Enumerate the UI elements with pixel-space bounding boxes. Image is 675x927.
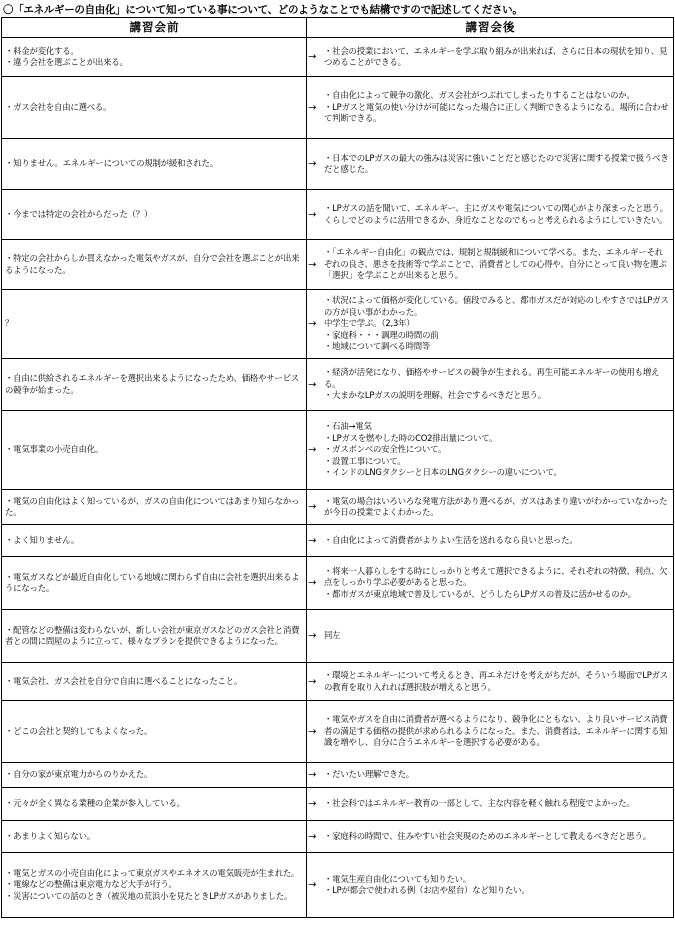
- after-line: ・環境とエネルギーについて考えるとき、再エネだけを考えがちだが、そういう場面でLPガスの教育を取り入れれば選択肢が増えると思う。: [324, 670, 668, 692]
- after-line: ・大まかなLPガスの説明を理解、社会でするべきだと思う。: [324, 390, 546, 401]
- after-line: ・電気やガスを自由に消費者が選べるようになり、競争化にともない、より良いサービス消費者の満足する価格の提供が求められるようになった。また、消費者は、エネルギーに関する知識を増やし、自分に合うエネルギーを選択する必要がある。: [324, 714, 668, 748]
- right-arrow-icon: →: [308, 258, 317, 270]
- right-arrow-icon: →: [308, 675, 317, 687]
- before-line: ・電気事業の小売自由化。: [5, 444, 104, 455]
- table-row: [2, 290, 674, 359]
- right-arrow-icon: →: [308, 208, 317, 220]
- header-before: 講習会前: [2, 18, 307, 38]
- after-line: 中学生で学ぶ。（2,3年）: [324, 318, 415, 329]
- after-cell: [307, 359, 674, 411]
- after-cell: [307, 240, 674, 290]
- after-cell: [307, 190, 674, 240]
- after-cell: [307, 77, 674, 139]
- right-arrow-icon: →: [308, 101, 317, 113]
- after-line: ・経済が活発になり、価格やサービスの競争が生まれる。再生可能エネルギーの使用も増える。: [324, 367, 660, 389]
- page-title: 〇「エネルギーの自由化」について知っている事について、どのようなことでも結構ですので記述してください。: [3, 4, 523, 16]
- after-line: ・電気の場合はいろいろな発電方法があり選べるが、ガスはあまり違いがわかっていなかったが今日の授業でよくわかった。: [324, 495, 668, 517]
- before-cell: [2, 853, 307, 918]
- after-text: [324, 670, 671, 693]
- before-cell: [2, 821, 307, 853]
- after-line: ・石油→電気: [324, 421, 372, 432]
- table-row: [2, 411, 674, 490]
- survey-table: [1, 17, 674, 918]
- after-text: [324, 153, 671, 176]
- table-row: [2, 525, 674, 557]
- table-row: [2, 490, 674, 525]
- table-row: [2, 240, 674, 290]
- before-cell: [2, 290, 307, 359]
- after-line: ・日本でのLPガスの最大の強みは災害に強いことだと感じたので災害に関する授業で扱うべきだと感じた。: [324, 152, 669, 174]
- right-arrow-icon: →: [308, 444, 317, 456]
- table-row: [2, 763, 674, 788]
- after-text: [324, 874, 671, 897]
- after-text: [324, 295, 671, 353]
- after-cell: [307, 788, 674, 821]
- table-body: [2, 38, 674, 918]
- after-line: ・都市ガスが東京地域で普及しているが、どうしたらLPガスの普及に活かせるのか。: [324, 588, 636, 599]
- before-line: ・配管などの整備は変わらないが、新しい会社が東京ガスなどのガス会社と消費者との間に問屋のように立って、様々なプランを提供できるようになった。: [5, 624, 300, 646]
- after-cell: [307, 490, 674, 525]
- before-line: ？: [5, 318, 14, 329]
- after-text: [324, 566, 671, 601]
- right-arrow-icon: →: [308, 378, 317, 390]
- after-line: ・状況によって価格が変化している。値段でみると、都市ガスだが対応のしやすさではLPガスの方が良い事がわかった。: [324, 295, 669, 317]
- table-row: [2, 38, 674, 77]
- after-cell: [307, 557, 674, 610]
- after-cell: [307, 290, 674, 359]
- right-arrow-icon: →: [308, 798, 317, 810]
- right-arrow-icon: →: [308, 577, 317, 589]
- after-cell: [307, 411, 674, 490]
- before-cell: [2, 190, 307, 240]
- right-arrow-icon: →: [308, 534, 317, 546]
- after-line: ・電気生産自由化についても知りたい。: [324, 873, 471, 884]
- before-line: ・知りません。エネルギーについての規制が緩和された。: [5, 158, 218, 169]
- before-line: ・自由に供給されるエネルギーを選択出来るようになったため、価格やサービスの競争が始まった。: [5, 373, 299, 395]
- after-text: [324, 769, 671, 781]
- before-cell: [2, 139, 307, 190]
- after-text: [324, 714, 671, 749]
- after-cell: [307, 853, 674, 918]
- table-row: [2, 359, 674, 411]
- after-cell: [307, 763, 674, 788]
- right-arrow-icon: →: [308, 830, 317, 842]
- after-line: ・社会の授業において、エネルギーを学ぶ取り組みが出来れば、さらに日本の現状を知り、見つめることができる。: [324, 45, 668, 67]
- table-row: [2, 663, 674, 701]
- before-cell: [2, 663, 307, 701]
- right-arrow-icon: →: [308, 769, 317, 781]
- before-line: ・電気の自由化はよく知っているが、ガスの自由化についてはあまり知らなかった。: [5, 495, 300, 517]
- table-row: [2, 557, 674, 610]
- table-row: [2, 853, 674, 918]
- table-row: [2, 190, 674, 240]
- before-cell: [2, 240, 307, 290]
- table-row: [2, 139, 674, 190]
- after-line: ・「エネルギー自由化」の観点では、規制と規制緩和について学べる。また、エネルギーそれぞれの良さ、悪さを技術等で学ぶことで、消費者としての心得や、自分にとって良い物を選ぶ「選択」を学ぶことが出来ると思う。: [324, 247, 667, 281]
- before-cell: [2, 557, 307, 610]
- before-cell: [2, 788, 307, 821]
- before-cell: [2, 525, 307, 557]
- before-line: ・ガス会社を自由に選べる。: [5, 101, 112, 112]
- table-row: [2, 610, 674, 663]
- after-line: ・家庭科・・・調理の時間の前: [324, 329, 439, 340]
- after-text: [324, 831, 671, 843]
- before-line: ・あまりよく知らない。: [5, 830, 95, 841]
- before-cell: [2, 411, 307, 490]
- right-arrow-icon: →: [308, 879, 317, 891]
- after-text: [324, 46, 671, 69]
- right-arrow-icon: →: [308, 158, 317, 170]
- before-line: ・どこの会社と契約してもよくなった。: [5, 725, 153, 736]
- header-after: 講習会後: [307, 18, 674, 38]
- before-line: ・電気とガスの小売自由化によって東京ガスやエネオスの電気販売が生まれた。: [5, 867, 300, 878]
- after-text: [324, 630, 671, 642]
- right-arrow-icon: →: [308, 318, 317, 330]
- after-text: [324, 247, 671, 282]
- table-row: [2, 821, 674, 853]
- after-line: ・LPガスを燃やした時のCO2排出量について。: [324, 432, 498, 443]
- before-line: ・災害についての話のとき（被災地の荒浜小を見たときLPガスがありました。: [5, 890, 293, 901]
- after-text: [324, 90, 671, 125]
- right-arrow-icon: →: [308, 630, 317, 642]
- before-cell: [2, 490, 307, 525]
- after-line: ・インドのLNGタクシーと日本のLNGタクシーの違いについて。: [324, 467, 562, 478]
- right-arrow-icon: →: [308, 725, 317, 737]
- before-line: ・料金が変化する。: [5, 45, 79, 56]
- after-text: [324, 203, 671, 226]
- before-line: ・今までは特定の会社からだった（？）: [5, 208, 153, 219]
- before-line: ・よく知りません。: [5, 534, 80, 545]
- table-row: [2, 77, 674, 139]
- before-line: ・電線などの整備は東京電力など大手が行う。: [5, 879, 177, 890]
- after-cell: [307, 525, 674, 557]
- before-line: ・電気会社、ガス会社を自分で自由に選べることになったこと。: [5, 675, 243, 686]
- after-cell: [307, 38, 674, 77]
- before-line: ・自分の家が東京電力からのりかえた。: [5, 769, 153, 780]
- before-line: ・元々が全く異なる業種の企業が参入している。: [5, 798, 185, 809]
- before-line: ・電気ガスなどが最近自由化している地域に関わらず自由に会社を選択出来るようになった。: [5, 571, 300, 593]
- after-line: 同左: [324, 630, 341, 641]
- after-cell: [307, 821, 674, 853]
- after-line: ・家庭科の時間で、住みやすい社会実現のためのエネルギーとして教えるべきだと思う。: [324, 830, 651, 841]
- after-line: ・地域について調べる時間等: [324, 341, 431, 352]
- after-cell: [307, 139, 674, 190]
- after-text: [324, 421, 671, 479]
- after-line: ・将来一人暮らしをする時にしっかりと考えて選択できるように、それぞれの特徴、利点、欠点をしっかり学ぶ必要があると思った。: [324, 565, 668, 588]
- before-cell: [2, 610, 307, 663]
- right-arrow-icon: →: [308, 51, 317, 63]
- table-row: [2, 701, 674, 763]
- before-cell: [2, 763, 307, 788]
- after-text: [324, 496, 671, 519]
- after-line: ・LPガスの話を聞いて、エネルギー、主にガスや電気についての関心がより深まったと思う。くらしでどのように活用できるか、身近なことなのでもっと考えられるようにしていきたい。: [324, 203, 668, 225]
- table-header-row: [2, 18, 674, 38]
- after-line: ・社会科ではエネルギー教育の一部として、主な内容を軽く触れる程度でよかった。: [324, 798, 635, 809]
- after-text: [324, 367, 671, 402]
- right-arrow-icon: →: [308, 501, 317, 513]
- after-line: ・LPが都会で使われる例（お店や屋台）など知りたい。: [324, 885, 530, 895]
- before-cell: [2, 701, 307, 763]
- before-line: ・特定の会社からしか買えなかった電気やガスが、自分で会社を選ぶことが出来るようになった。: [5, 253, 300, 275]
- after-line: ・設置工事について。: [324, 455, 406, 466]
- after-line: ・自由化によって競争の激化、ガス会社がつぶれてしまったりすることはないのか。: [324, 90, 635, 101]
- before-cell: [2, 38, 307, 77]
- after-line: ・ガスボンベの安全性について。: [324, 444, 447, 455]
- after-cell: [307, 610, 674, 663]
- after-text: [324, 798, 671, 810]
- after-cell: [307, 701, 674, 763]
- after-line: ・自由化によって消費者がよりよい生活を送れるなら良いと思った。: [324, 534, 578, 545]
- before-cell: [2, 359, 307, 411]
- after-text: [324, 535, 671, 547]
- table-row: [2, 788, 674, 821]
- after-line: ・LPガスと電気の使い分けが可能になった場合に正しく判断できるようになる。場所に合わせて判断できる。: [324, 101, 669, 124]
- before-line: ・違う会社を選ぶことが出来る。: [5, 57, 128, 67]
- before-cell: [2, 77, 307, 139]
- after-line: ・だいたい理解できた。: [324, 769, 414, 780]
- after-cell: [307, 663, 674, 701]
